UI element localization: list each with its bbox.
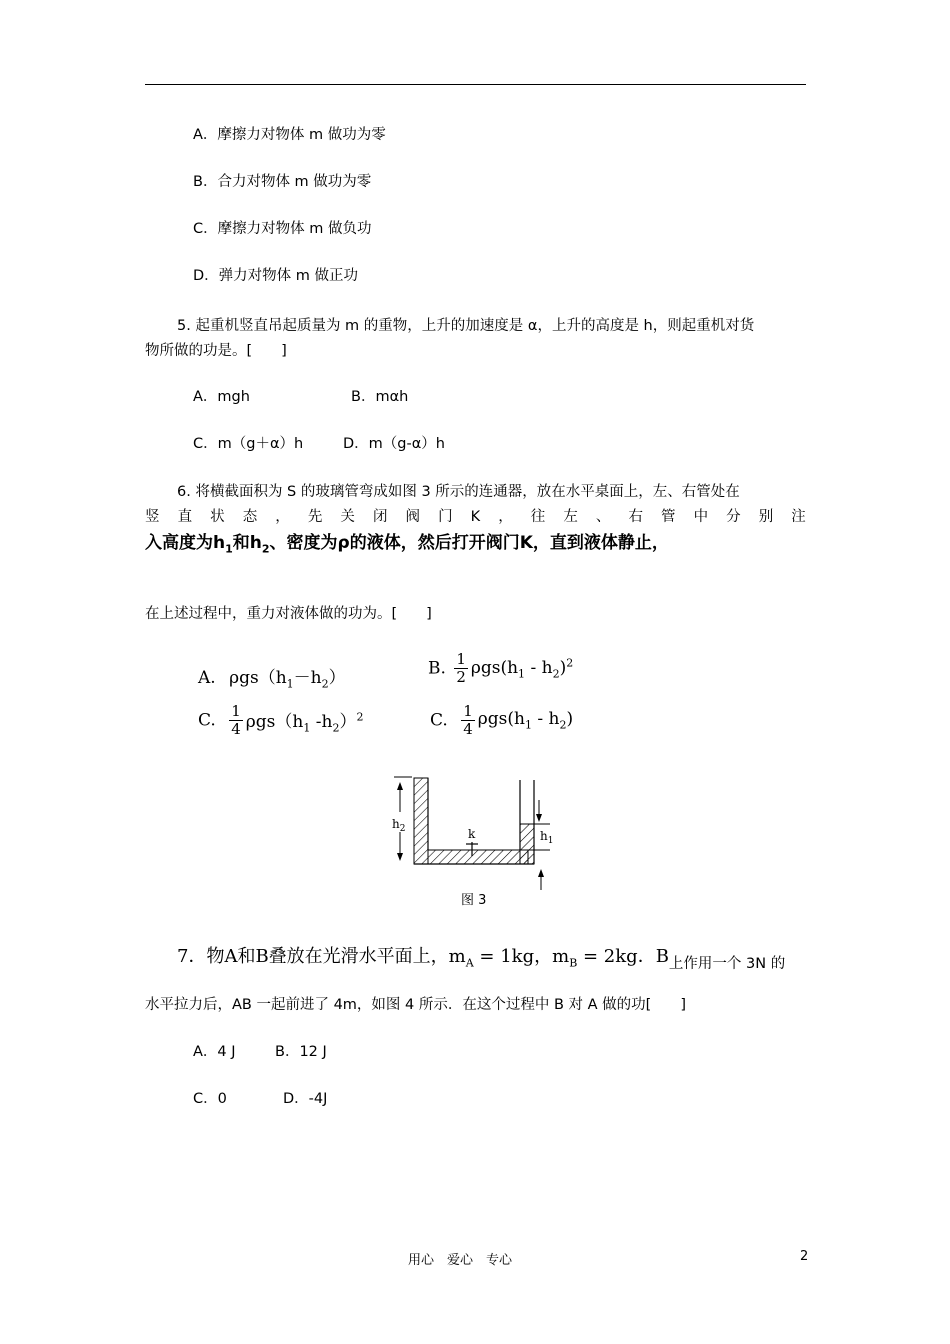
formula-part: ρgs（h — [229, 668, 287, 688]
header-rule — [145, 84, 806, 85]
arrow-down-icon — [536, 814, 542, 822]
q7-stem-line1 — [177, 946, 785, 975]
arrow-up-icon — [538, 869, 544, 877]
label-k: k — [468, 827, 476, 841]
option-label: C. — [430, 710, 448, 731]
right-tube-liquid — [520, 824, 534, 864]
numerator: 1 — [231, 702, 241, 720]
q6-char: 、 — [595, 509, 611, 525]
formula-body — [470, 656, 574, 681]
q5-option-a: A．mgh — [193, 389, 250, 405]
numerator: 1 — [456, 650, 466, 668]
q7-option-c: C．0 — [193, 1091, 227, 1107]
q6-char: ， — [275, 509, 290, 525]
label-h1-sub: 1 — [547, 836, 554, 846]
formula-part: ) — [559, 658, 567, 679]
formula-part: - h — [525, 658, 553, 679]
q6-char: 竖 — [145, 509, 160, 525]
subscript: 2 — [321, 677, 329, 691]
q6-option-a — [198, 663, 346, 690]
q7-line1-tail: 上作用一个 3N 的 — [668, 956, 786, 972]
label-h2-sub: 2 — [399, 824, 406, 834]
q6-char: 管 — [661, 509, 676, 525]
formula-body — [245, 710, 364, 735]
q5-option-b: B．mαh — [351, 389, 409, 405]
subscript: 1 — [524, 718, 532, 732]
q4-option-b: B．合力对物体 m 做功为零 — [193, 174, 372, 190]
q6-line3-part: 入高度为h — [145, 533, 226, 553]
q7-stem-line2: 水平拉力后，AB 一起前进了 4m，如图 4 所示．在这个过程中 B 对 A 做的功[ ] — [145, 997, 686, 1013]
option-label: B. — [428, 658, 446, 679]
label-h1-text: h — [540, 829, 548, 843]
q6-char: 中 — [693, 509, 709, 525]
option-label: A. — [198, 668, 216, 688]
q6-char: ， — [498, 509, 513, 525]
q6-char: 右 — [628, 509, 643, 525]
q6-char: K — [470, 509, 481, 525]
q7-option-d: D．-4J — [283, 1091, 328, 1107]
q7-option-a: A．4 J — [193, 1044, 236, 1060]
q4-option-c: C．摩擦力对物体 m 做负功 — [193, 221, 372, 237]
q6-stem-line1: 6. 将横截面积为 S 的玻璃管弯成如图 3 所示的连通器，放在水平桌面上，左、右管处在 — [177, 484, 740, 500]
q5-stem-line2: 物所做的功是。[ ] — [145, 343, 287, 359]
q6-line3-part: 和h — [232, 533, 262, 553]
q7-line1-part: = 2kg．B — [577, 946, 669, 967]
q7-option-b: B．12 J — [275, 1044, 327, 1060]
formula-part: - h — [531, 709, 560, 730]
q7-line1-part: 7．物A和B叠放在光滑水平面上，m — [177, 946, 466, 967]
subscript: B — [569, 956, 578, 970]
q7-formula-line — [177, 946, 669, 970]
subscript: 1 — [518, 667, 526, 681]
fraction — [229, 703, 243, 738]
option-label: C. — [198, 710, 216, 731]
left-tube-liquid — [414, 778, 428, 864]
subscript: 1 — [225, 542, 233, 556]
subscript: A — [465, 956, 474, 970]
q6-char: 关 — [340, 509, 355, 525]
q6-option-b — [428, 651, 573, 686]
q6-char: 态 — [242, 509, 258, 525]
subscript: 2 — [552, 667, 560, 681]
q6-char: 闭 — [372, 509, 388, 525]
subscript: 1 — [286, 677, 294, 691]
q6-char: 状 — [210, 509, 225, 525]
q4-option-d: D．弹力对物体 m 做正功 — [193, 268, 359, 284]
superscript: 2 — [356, 710, 364, 724]
formula-part: ρgs(h — [470, 658, 519, 679]
q6-char: 门 — [438, 509, 453, 525]
formula-part: ） — [328, 668, 346, 688]
q6-char: 分 — [726, 509, 741, 525]
formula-part: ρgs（h — [245, 711, 304, 732]
label-h1 — [540, 829, 553, 846]
formula-part: －h — [293, 668, 322, 688]
q6-char: 直 — [177, 509, 193, 525]
denominator: 4 — [231, 720, 241, 738]
arrow-up-icon — [397, 782, 403, 790]
q5-stem-line1: 5. 起重机竖直吊起质量为 m 的重物，上升的加速度是 α，上升的高度是 h，则起重机对货 — [177, 318, 755, 334]
q4-option-a: A．摩擦力对物体 m 做功为零 — [193, 127, 386, 143]
q6-stem-line4: 在上述过程中，重力对液体做的功为。[ ] — [145, 606, 432, 622]
q6-stem-line3 — [145, 532, 669, 560]
q6-char: 阀 — [405, 509, 420, 525]
q6-option-d — [430, 703, 573, 738]
label-h2-text: h — [392, 817, 400, 831]
numerator: 1 — [463, 702, 473, 720]
q6-stem-line2 — [145, 507, 806, 527]
formula-part: ) — [566, 709, 574, 730]
q6-char: 别 — [758, 509, 774, 525]
bottom-tube-liquid — [428, 850, 528, 864]
fraction — [454, 651, 468, 686]
q5-option-c: C．m（g＋α）h — [193, 436, 304, 452]
formula-body — [477, 709, 574, 732]
q5-option-d: D．m（g-α）h — [343, 436, 445, 452]
q6-char: 往 — [530, 509, 546, 525]
q7-line1-part: = 1kg，m — [473, 946, 570, 967]
formula-part: ρgs(h — [477, 709, 525, 730]
subscript: 2 — [332, 721, 340, 735]
formula-part: -h — [310, 711, 333, 732]
page-number: 2 — [800, 1249, 809, 1264]
formula-part: ） — [339, 711, 357, 732]
label-h2 — [392, 817, 405, 834]
q6-line3-part: 、密度为ρ的液体，然后打开阀门K，直到液体静止， — [269, 533, 669, 553]
q6-char: 注 — [791, 509, 806, 525]
subscript: 2 — [261, 542, 270, 556]
q6-char: 先 — [307, 509, 323, 525]
q6-option-c — [198, 703, 363, 738]
arrow-down-icon — [397, 853, 403, 861]
footer-motto: 用心 爱心 专心 — [408, 1253, 513, 1268]
fraction — [461, 703, 475, 738]
subscript: 1 — [303, 721, 311, 735]
denominator: 4 — [463, 720, 473, 738]
superscript: 2 — [566, 656, 574, 670]
denominator: 2 — [456, 668, 466, 686]
subscript: 2 — [559, 718, 567, 732]
figure-3-caption: 图 3 — [461, 893, 487, 908]
q6-char: 左 — [563, 509, 578, 525]
